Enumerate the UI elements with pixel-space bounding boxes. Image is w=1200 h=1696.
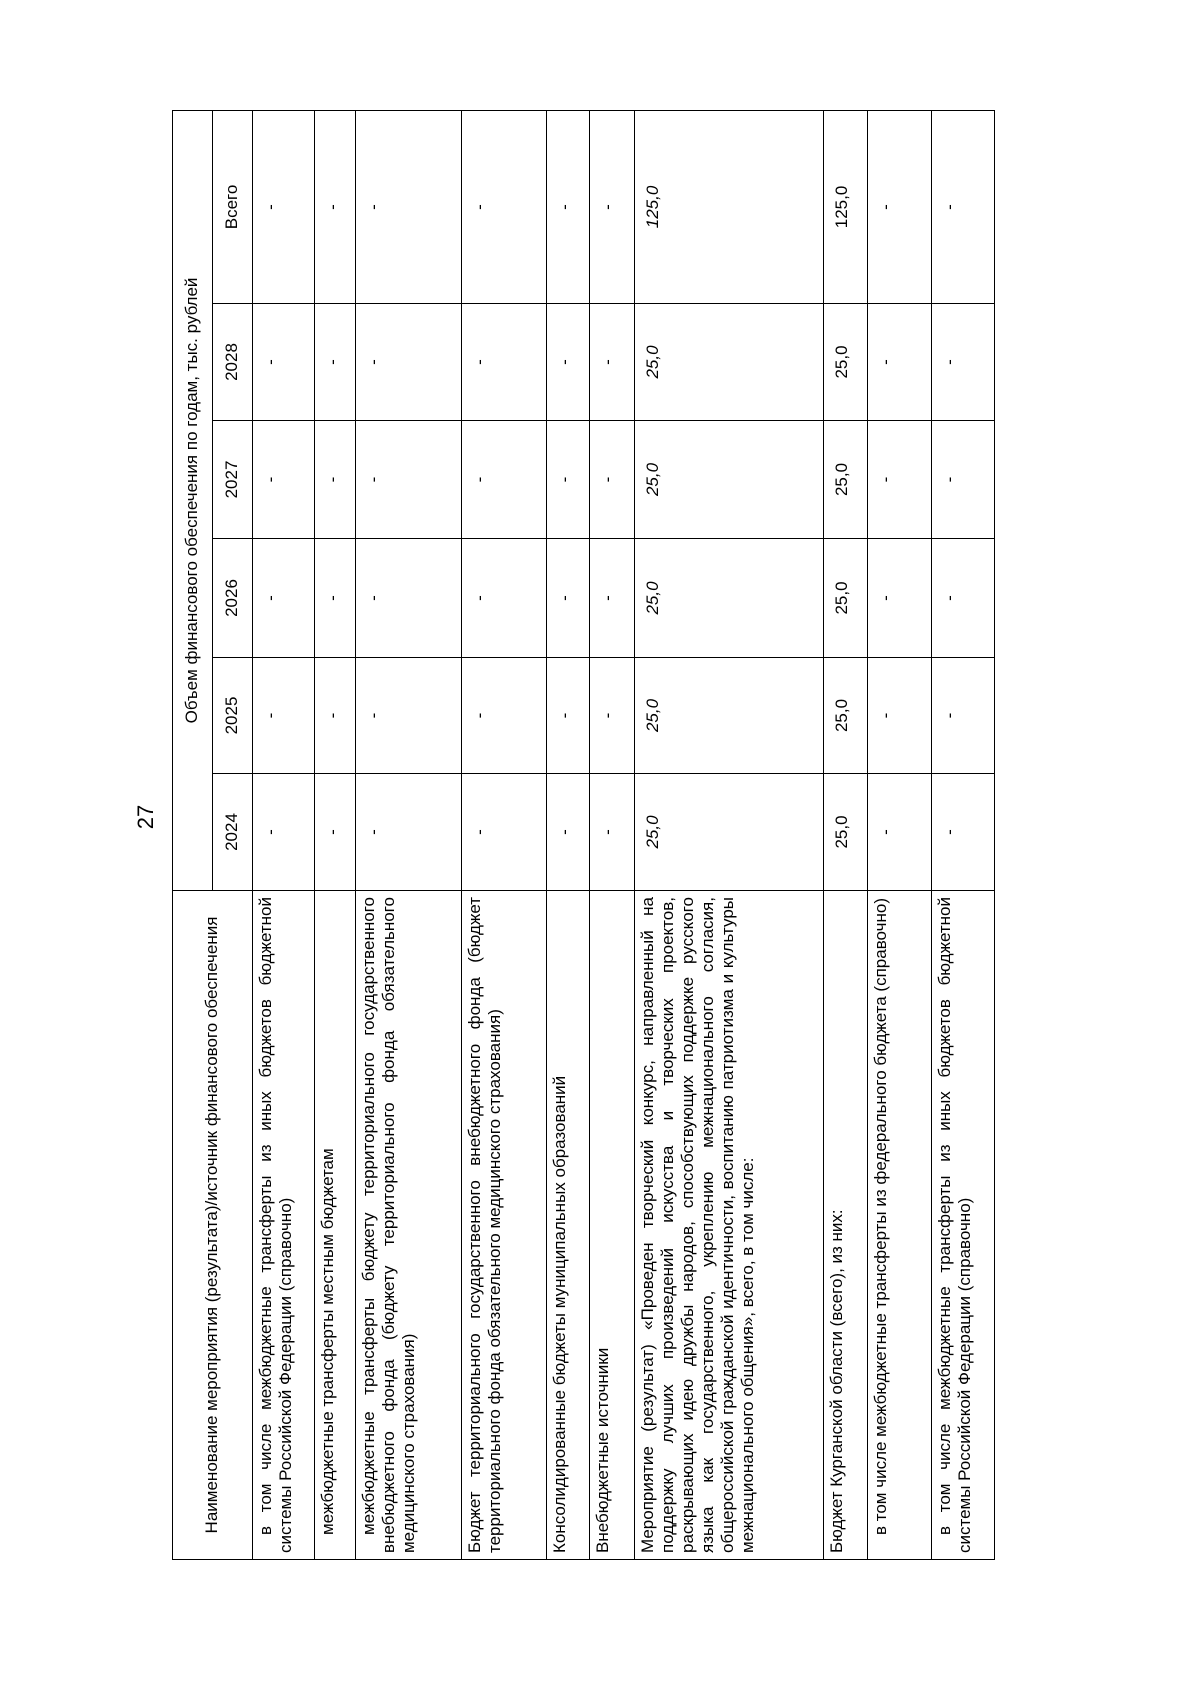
cell-2025: - (461, 658, 546, 774)
row-name: Внебюджетные источники (590, 891, 634, 1560)
cell-2025: - (932, 658, 995, 774)
cell-2026: - (547, 539, 590, 658)
row-name: в том числе межбюджетные трансферты из иных бюджетов бюджетной системы Российской Федерации (справочно) (253, 891, 315, 1560)
cell-2024: - (461, 774, 546, 891)
cell-2025: - (547, 658, 590, 774)
cell-2024: - (590, 774, 634, 891)
table-row (932, 110, 995, 1559)
cell-2024: - (547, 774, 590, 891)
row-name: Бюджет территориального государственного внебюджетного фонда (бюджет территориального фонда обязательного медицинского страхования) (461, 891, 546, 1560)
cell-2027: - (547, 421, 590, 539)
header-name-column: Наименование мероприятия (результата)/источник финансового обеспечения (173, 891, 253, 1560)
cell-2026: - (355, 539, 461, 658)
cell-2027: 25,0 (824, 421, 868, 539)
rotated-table-wrapper (172, 111, 995, 1560)
cell-2028: - (590, 304, 634, 421)
cell-2025: - (590, 658, 634, 774)
cell-2026: - (461, 539, 546, 658)
cell-2027: - (590, 421, 634, 539)
row-name: Мероприятие (результат) «Проведен творческий конкурс, направленный на поддержку лучших произведений искусства и творческих проектов, раскрывающих идею дружбы народов, способствующих поддержке русского языка как государственного, укреплению межнационального согласия, общероссийской гражданской идентичности, воспитанию патриотизма и культуры межнационального общения», всего, в том числе: (634, 891, 823, 1560)
header-year-2028: 2028 (213, 304, 253, 421)
cell-2028: - (355, 304, 461, 421)
cell-2028: 25,0 (824, 304, 868, 421)
cell-2027: - (461, 421, 546, 539)
table-row (355, 110, 461, 1559)
cell-total: - (355, 110, 461, 303)
cell-2024: 25,0 (824, 774, 868, 891)
row-name: в том числе межбюджетные трансферты из иных бюджетов бюджетной системы Российской Федерации (справочно) (932, 891, 995, 1560)
cell-total: - (868, 110, 932, 303)
cell-2025: - (355, 658, 461, 774)
cell-2028: - (253, 304, 315, 421)
header-year-2027: 2027 (213, 421, 253, 539)
cell-2027: - (355, 421, 461, 539)
row-name: Консолидированные бюджеты муниципальных образований (547, 891, 590, 1560)
row-name: в том числе межбюджетные трансферты из федерального бюджета (справочно) (868, 891, 932, 1560)
row-name: Бюджет Курганской области (всего), из них: (824, 891, 868, 1560)
cell-2028: - (461, 304, 546, 421)
cell-2028: - (932, 304, 995, 421)
cell-2025: 25,0 (824, 658, 868, 774)
cell-total: - (547, 110, 590, 303)
cell-2027: - (868, 421, 932, 539)
cell-total: 125,0 (634, 110, 823, 303)
cell-2025: - (868, 658, 932, 774)
cell-total: 125,0 (824, 110, 868, 303)
header-year-2024: 2024 (213, 774, 253, 891)
cell-total: - (461, 110, 546, 303)
table-row (547, 110, 590, 1559)
cell-2025: - (253, 658, 315, 774)
table-row (314, 110, 355, 1559)
cell-2026: - (314, 539, 355, 658)
table-row (461, 110, 546, 1559)
cell-2026: 25,0 (824, 539, 868, 658)
cell-2026: - (932, 539, 995, 658)
cell-2024: - (932, 774, 995, 891)
header-year-2025: 2025 (213, 658, 253, 774)
cell-2028: - (547, 304, 590, 421)
cell-2025: 25,0 (634, 658, 823, 774)
cell-2028: - (868, 304, 932, 421)
cell-2026: - (590, 539, 634, 658)
row-name: межбюджетные трансферты бюджету территориального государственного внебюджетного фонда (бюджету территориального фонда обязательного медицинского страхования) (355, 891, 461, 1560)
cell-2027: - (253, 421, 315, 539)
cell-2026: 25,0 (634, 539, 823, 658)
cell-2024: - (868, 774, 932, 891)
cell-2024: 25,0 (634, 774, 823, 891)
header-volume-group: Объем финансового обеспечения по годам, тыс. рублей (173, 110, 213, 890)
cell-2026: - (868, 539, 932, 658)
header-total: Всего (213, 110, 253, 303)
cell-total: - (590, 110, 634, 303)
cell-2024: - (314, 774, 355, 891)
table-row (590, 110, 634, 1559)
cell-2027: - (314, 421, 355, 539)
row-name: межбюджетные трансферты местным бюджетам (314, 891, 355, 1560)
cell-total: - (253, 110, 315, 303)
page-number: 27 (133, 804, 158, 830)
cell-2024: - (355, 774, 461, 891)
header-year-2026: 2026 (213, 539, 253, 658)
cell-2027: 25,0 (634, 421, 823, 539)
cell-2024: - (253, 774, 315, 891)
cell-2027: - (932, 421, 995, 539)
cell-2028: - (314, 304, 355, 421)
financing-table (172, 110, 995, 1560)
cell-total: - (314, 110, 355, 303)
cell-2026: - (253, 539, 315, 658)
table-row (253, 110, 315, 1559)
cell-total: - (932, 110, 995, 303)
cell-2025: - (314, 658, 355, 774)
cell-2028: 25,0 (634, 304, 823, 421)
table-row (634, 110, 823, 1559)
table-row (868, 110, 932, 1559)
table-row (824, 110, 868, 1559)
